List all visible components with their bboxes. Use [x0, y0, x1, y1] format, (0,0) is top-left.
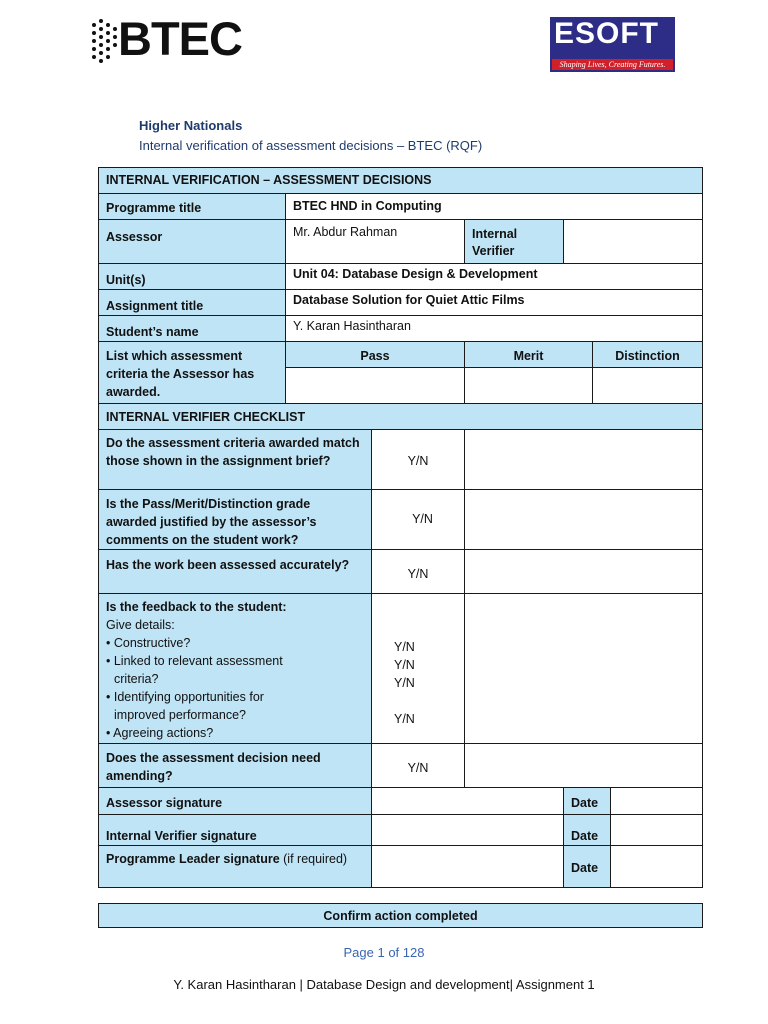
grade-header-distinction: Distinction [592, 341, 703, 368]
assignment-title-label: Assignment title [98, 289, 286, 316]
checklist-comment-3[interactable] [464, 549, 703, 594]
assessor-value: Mr. Abdur Rahman [285, 219, 465, 264]
programme-title-label: Programme title [98, 193, 286, 220]
iv-date-field[interactable] [610, 814, 703, 846]
confirm-action-bar: Confirm action completed [98, 903, 703, 928]
checklist-comment-2[interactable] [464, 489, 703, 550]
iv-signature-label: Internal Verifier signature [98, 814, 372, 846]
checklist-answer-3[interactable]: Y/N [371, 549, 465, 594]
feedback-question-title: Is the feedback to the student: [106, 600, 287, 614]
internal-verifier-label: Internal Verifier [464, 219, 564, 264]
student-name-label: Student’s name [98, 315, 286, 342]
pl-date-label: Date [563, 845, 611, 888]
checklist-answer-1[interactable]: Y/N [371, 429, 465, 490]
checklist-question-2: Is the Pass/Merit/Distinction grade awarded justified by the assessor’s comments on the student work? [98, 489, 372, 550]
pl-date-field[interactable] [610, 845, 703, 888]
page-number: Page 1 of 128 [343, 945, 425, 960]
pl-signature-label-cell [98, 845, 372, 888]
checklist-answer-2[interactable]: Y/N [371, 489, 465, 550]
checklist-answer-5[interactable]: Y/N [371, 743, 465, 788]
checklist-question-4 [98, 593, 372, 744]
internal-verifier-value[interactable] [563, 219, 703, 264]
iv-signature-field[interactable] [371, 814, 564, 846]
btec-logo-text: BTEC [118, 12, 242, 65]
feedback-item-constructive: • Constructive? [106, 636, 191, 650]
units-value: Unit 04: Database Design & Development [285, 263, 703, 290]
feedback-item-linked-cont: criteria? [114, 672, 159, 686]
feedback-item-opportunities-cont: improved performance? [114, 708, 247, 722]
criteria-awarded-label: List which assessment criteria the Assessor has awarded. [98, 341, 286, 404]
feedback-item-linked: • Linked to relevant assessment [106, 654, 283, 668]
assessor-date-label: Date [563, 787, 611, 815]
section-verification-header: INTERNAL VERIFICATION – ASSESSMENT DECISIONS [98, 167, 703, 194]
student-name-value: Y. Karan Hasintharan [285, 315, 703, 342]
checklist-comment-1[interactable] [464, 429, 703, 490]
answer-constructive[interactable]: Y/N [394, 640, 415, 654]
answer-opportunities[interactable]: Y/N [394, 676, 415, 690]
feedback-item-opportunities: • Identifying opportunities for [106, 690, 264, 704]
grade-header-merit: Merit [464, 341, 593, 368]
checklist-answer-4[interactable] [371, 593, 465, 744]
assessor-signature-field[interactable] [371, 787, 564, 815]
checklist-question-5: Does the assessment decision need amending? [98, 743, 372, 788]
checklist-comment-5[interactable] [464, 743, 703, 788]
esoft-logo-text: ESOFT [554, 17, 660, 50]
btec-dots-graphic [90, 17, 120, 67]
assessor-label: Assessor [98, 219, 286, 264]
page-subtitle: Internal verification of assessment decisions – BTEC (RQF) [139, 138, 483, 153]
iv-date-label: Date [563, 814, 611, 846]
feedback-give-details: Give details: [106, 618, 175, 632]
assignment-title-value: Database Solution for Quiet Attic Films [285, 289, 703, 316]
assessor-date-field[interactable] [610, 787, 703, 815]
pass-criteria-cell[interactable] [285, 367, 465, 404]
section-checklist-header: INTERNAL VERIFIER CHECKLIST [98, 403, 703, 430]
assessor-signature-label: Assessor signature [98, 787, 372, 815]
pl-signature-suffix: (if required) [279, 852, 348, 866]
answer-agreeing[interactable]: Y/N [394, 712, 415, 726]
feedback-item-agreeing: • Agreeing actions? [106, 726, 214, 740]
pl-signature-field[interactable] [371, 845, 564, 888]
checklist-question-1: Do the assessment criteria awarded match those shown in the assignment brief? [98, 429, 372, 490]
esoft-tagline: Shaping Lives, Creating Futures. [552, 59, 673, 70]
esoft-logo [550, 17, 675, 72]
page-title: Higher Nationals [139, 118, 243, 133]
merit-criteria-cell[interactable] [464, 367, 593, 404]
answer-linked[interactable]: Y/N [394, 658, 415, 672]
pl-signature-label: Programme Leader signature [106, 852, 280, 866]
page-footer: Y. Karan Hasintharan | Database Design and development| Assignment 1 [173, 977, 595, 992]
grade-header-pass: Pass [285, 341, 465, 368]
units-label: Unit(s) [98, 263, 286, 290]
programme-title-value: BTEC HND in Computing [285, 193, 703, 220]
checklist-comment-4[interactable] [464, 593, 703, 744]
distinction-criteria-cell[interactable] [592, 367, 703, 404]
btec-logo [90, 12, 255, 70]
checklist-question-3: Has the work been assessed accurately? [98, 549, 372, 594]
